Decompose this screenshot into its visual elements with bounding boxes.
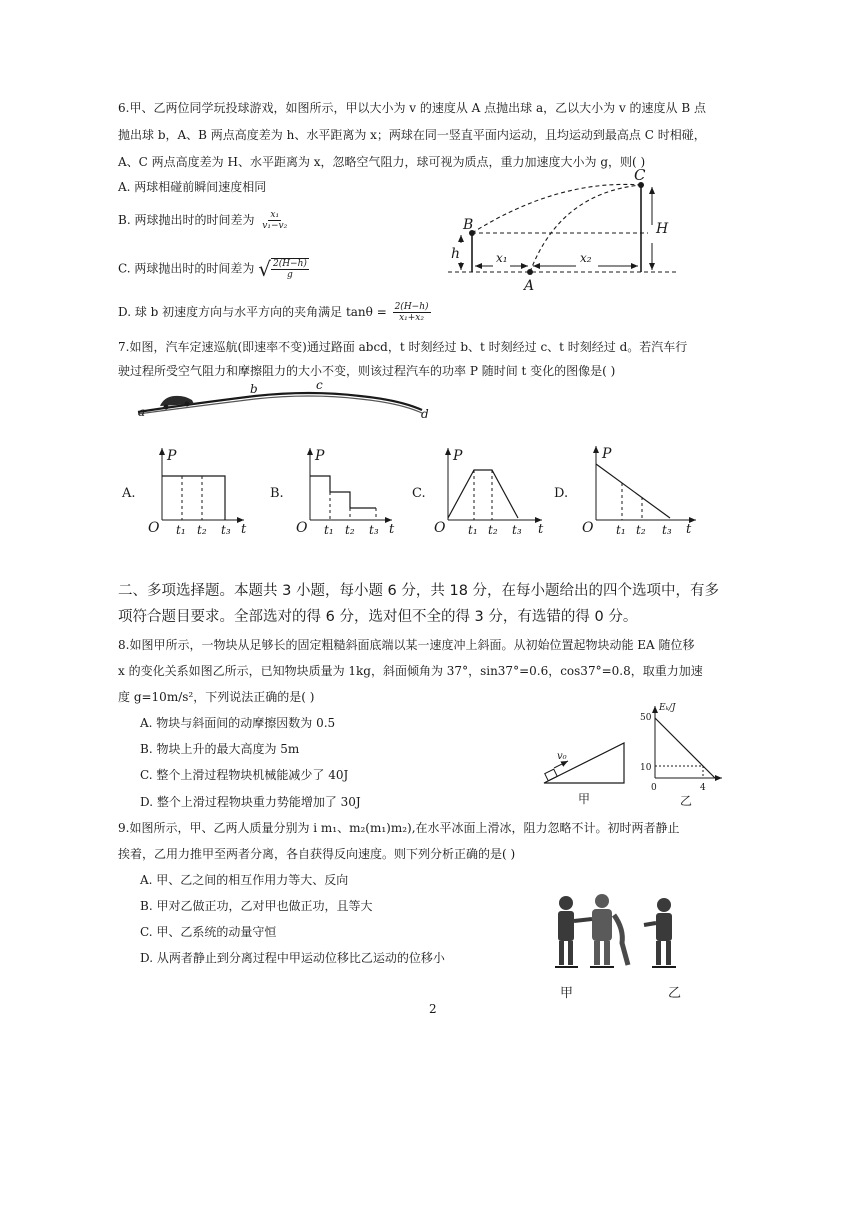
- label-a: A: [524, 278, 535, 294]
- svg-text:t₃: t₃: [221, 523, 231, 537]
- skater-jia-illustration: [555, 896, 578, 967]
- svg-text:t₁: t₁: [468, 523, 478, 537]
- svg-text:t₂: t₂: [197, 523, 207, 537]
- svg-text:P: P: [602, 446, 612, 462]
- svg-text:O: O: [296, 520, 308, 536]
- q6-option-b-denominator: v₁−v₂: [262, 221, 288, 231]
- q8-option-d: D. 整个上滑过程物块重力势能增加了 30J: [140, 795, 361, 809]
- block: [545, 769, 557, 781]
- q6-option-b-numerator: x₁: [270, 210, 280, 220]
- q6-option-a: A. 两球相碰前瞬间速度相同: [118, 180, 267, 194]
- q6-option-b-text: B. 两球抛出时的时间差为: [118, 213, 255, 227]
- q7-graph-b: [268, 440, 403, 540]
- svg-text:t: t: [389, 522, 395, 537]
- label-x1: x₁: [496, 251, 508, 265]
- svg-text:t₃: t₃: [369, 523, 379, 537]
- q6-stem-line2: 抛出球 b，A、B 两点高度差为 h、水平距离为 x；两球在同一竖直平面内运动，且均运动到最高点 C 时相碰，: [118, 128, 706, 142]
- caption-jia: 甲: [578, 792, 591, 806]
- svg-text:t₃: t₃: [512, 523, 522, 537]
- svg-text:t₂: t₂: [488, 523, 498, 537]
- svg-text:t₁: t₁: [324, 523, 334, 537]
- section-two-line2: 项符合题目要求。全部选对的得 6 分，选对但不全的得 3 分，有选错的得 0 分。: [118, 609, 638, 625]
- graph-a-y: P: [167, 448, 177, 464]
- q8-incline-figure: [538, 735, 630, 810]
- page-number: 2: [429, 1002, 437, 1016]
- graph-a-origin: O: [148, 520, 160, 536]
- graph-b-curve: [310, 476, 376, 508]
- graph-a-curve: [162, 476, 225, 520]
- q7-graph-d: [552, 440, 702, 540]
- q6-option-c-numerator: 2(H−h): [272, 259, 307, 269]
- label-v0: v₀: [557, 751, 567, 762]
- energy-ylabel: Eₖ/J: [659, 703, 676, 713]
- q6-stem-line1: 6.甲、乙两位同学玩投球游戏，如图所示，甲以大小为 v 的速度从 A 点抛出球 a，乙以大小为 v 的速度从 B 点: [118, 101, 706, 115]
- svg-text:t: t: [538, 522, 544, 537]
- graph-c-curve: [448, 470, 518, 518]
- q6-option-c-denominator: g: [287, 270, 293, 280]
- q8-option-c: C. 整个上滑过程物块机械能减少了 40J: [140, 768, 349, 782]
- q7-stem-line1: 7.如图，汽车定速巡航(即速率不变)通过路面 abcd，t 时刻经过 b、t 时刻经过 c、t 时刻经过 d。若汽车行: [118, 340, 688, 354]
- sqrt-icon: √: [258, 257, 271, 281]
- q8-option-b: B. 物块上升的最大高度为 5m: [140, 742, 300, 756]
- label-h-small: h: [451, 246, 461, 262]
- svg-text:O: O: [434, 520, 446, 536]
- svg-text:t₁: t₁: [616, 523, 626, 537]
- q9-stem-line2: 挨着，乙用力推甲至两者分离，各自获得反向速度。则下列分析正确的是( ): [118, 847, 516, 861]
- section-two-line1: 二、多项选择题。本题共 3 小题，每小题 6 分，共 18 分，在每小题给出的四个选项中，有多: [118, 583, 720, 599]
- q6-option-d-text: D. 球 b 初速度方向与水平方向的夹角满足 tanθ =: [118, 305, 387, 319]
- q6-stem-line3: A、C 两点高度差为 H、水平距离为 x，忽略空气阻力，球可视为质点，重力加速度大小为 g，则( ): [118, 155, 646, 169]
- q8-option-a: A. 物块与斜面间的动摩擦因数为 0.5: [140, 716, 336, 730]
- label-h-big: H: [656, 221, 669, 237]
- svg-text:t₃: t₃: [662, 523, 672, 537]
- q6-option-d-fraction: [393, 302, 431, 323]
- svg-text:t₂: t₂: [345, 523, 355, 537]
- skater-yi-illustration: [644, 898, 676, 967]
- q8-energy-graph: [640, 700, 730, 810]
- q6-option-b-fraction: [260, 210, 289, 231]
- q7-stem-line2: 驶过程所受空气阻力和摩擦阻力的大小不变，则该过程汽车的功率 P 随时间 t 变化的图像是( ): [118, 364, 616, 378]
- q9-option-d: D. 从两者静止到分离过程中甲运动位移比乙运动的位移小: [140, 951, 445, 965]
- q6-option-d-denominator: x₁+x₂: [399, 313, 424, 323]
- q6-option-c: [118, 258, 311, 280]
- road-label-a: a: [138, 405, 146, 419]
- caption-yi: 乙: [668, 986, 682, 1001]
- q6-option-c-fraction: [271, 258, 309, 280]
- q7-graph-a: [120, 440, 255, 540]
- q8-stem-line2: x 的变化关系如图乙所示，已知物块质量为 1kg，斜面倾角为 37°，sin37°=0.6，cos37°=0.8，取重力加速: [118, 664, 703, 678]
- tick-4: 4: [700, 783, 706, 793]
- energy-line: [655, 718, 715, 778]
- caption-yi: 乙: [680, 794, 693, 808]
- caption-jia: 甲: [560, 986, 574, 1001]
- q6-option-b: [118, 210, 291, 231]
- graph-b-label: B.: [270, 486, 284, 501]
- q8-stem-line3: 度 g=10m/s²，下列说法正确的是( ): [118, 690, 315, 704]
- q9-option-a: A. 甲、乙之间的相互作用力等大、反向: [140, 873, 349, 887]
- tick-10: 10: [640, 763, 652, 773]
- tick-50: 50: [640, 713, 652, 723]
- svg-text:O: O: [582, 520, 594, 536]
- road-label-d: d: [421, 407, 429, 420]
- q8-stem-line1: 8.如图甲所示，一物块从足够长的固定粗糙斜面底端以某一速度冲上斜面。从初始位置起物块动能 EA 随位移: [118, 638, 695, 652]
- q6-option-c-text: C. 两球抛出时的时间差为: [118, 261, 255, 276]
- graph-c-label: C.: [412, 486, 426, 501]
- svg-text:P: P: [315, 448, 325, 464]
- q9-option-b: B. 甲对乙做正功，乙对甲也做正功，且等大: [140, 899, 373, 913]
- q9-stem-line1: 9.如图所示，甲、乙两人质量分别为 i m₁、m₂(m₁)m₂),在水平冰面上滑冰，阻力忽略不计。初时两者静止: [118, 821, 680, 835]
- svg-text:P: P: [453, 448, 463, 464]
- q6-option-d: [118, 302, 433, 323]
- graph-d-curve: [596, 464, 670, 518]
- svg-text:t: t: [686, 522, 692, 537]
- tick-0: 0: [651, 783, 657, 793]
- road-label-c: c: [316, 380, 323, 392]
- q9-option-c: C. 甲、乙系统的动量守恒: [140, 925, 277, 939]
- label-x2: x₂: [580, 251, 592, 265]
- graph-d-label: D.: [554, 486, 569, 501]
- road-label-b: b: [250, 382, 258, 396]
- svg-text:t₂: t₂: [636, 523, 646, 537]
- skater-pusher-illustration: [574, 894, 628, 967]
- label-b: B: [463, 217, 474, 233]
- ball-b-path: [472, 184, 641, 233]
- q7-road-figure: [130, 380, 440, 420]
- svg-text:t₁: t₁: [176, 523, 186, 537]
- q6-option-d-numerator: 2(H−h): [394, 302, 429, 312]
- point-a: [527, 269, 533, 275]
- q9-skaters-figure: [552, 885, 702, 1005]
- svg-text:t: t: [241, 522, 247, 537]
- q7-graph-c: [410, 440, 550, 540]
- label-c: C: [634, 166, 646, 184]
- graph-a-label: A.: [122, 486, 136, 501]
- q6-trajectory-figure: [448, 165, 678, 295]
